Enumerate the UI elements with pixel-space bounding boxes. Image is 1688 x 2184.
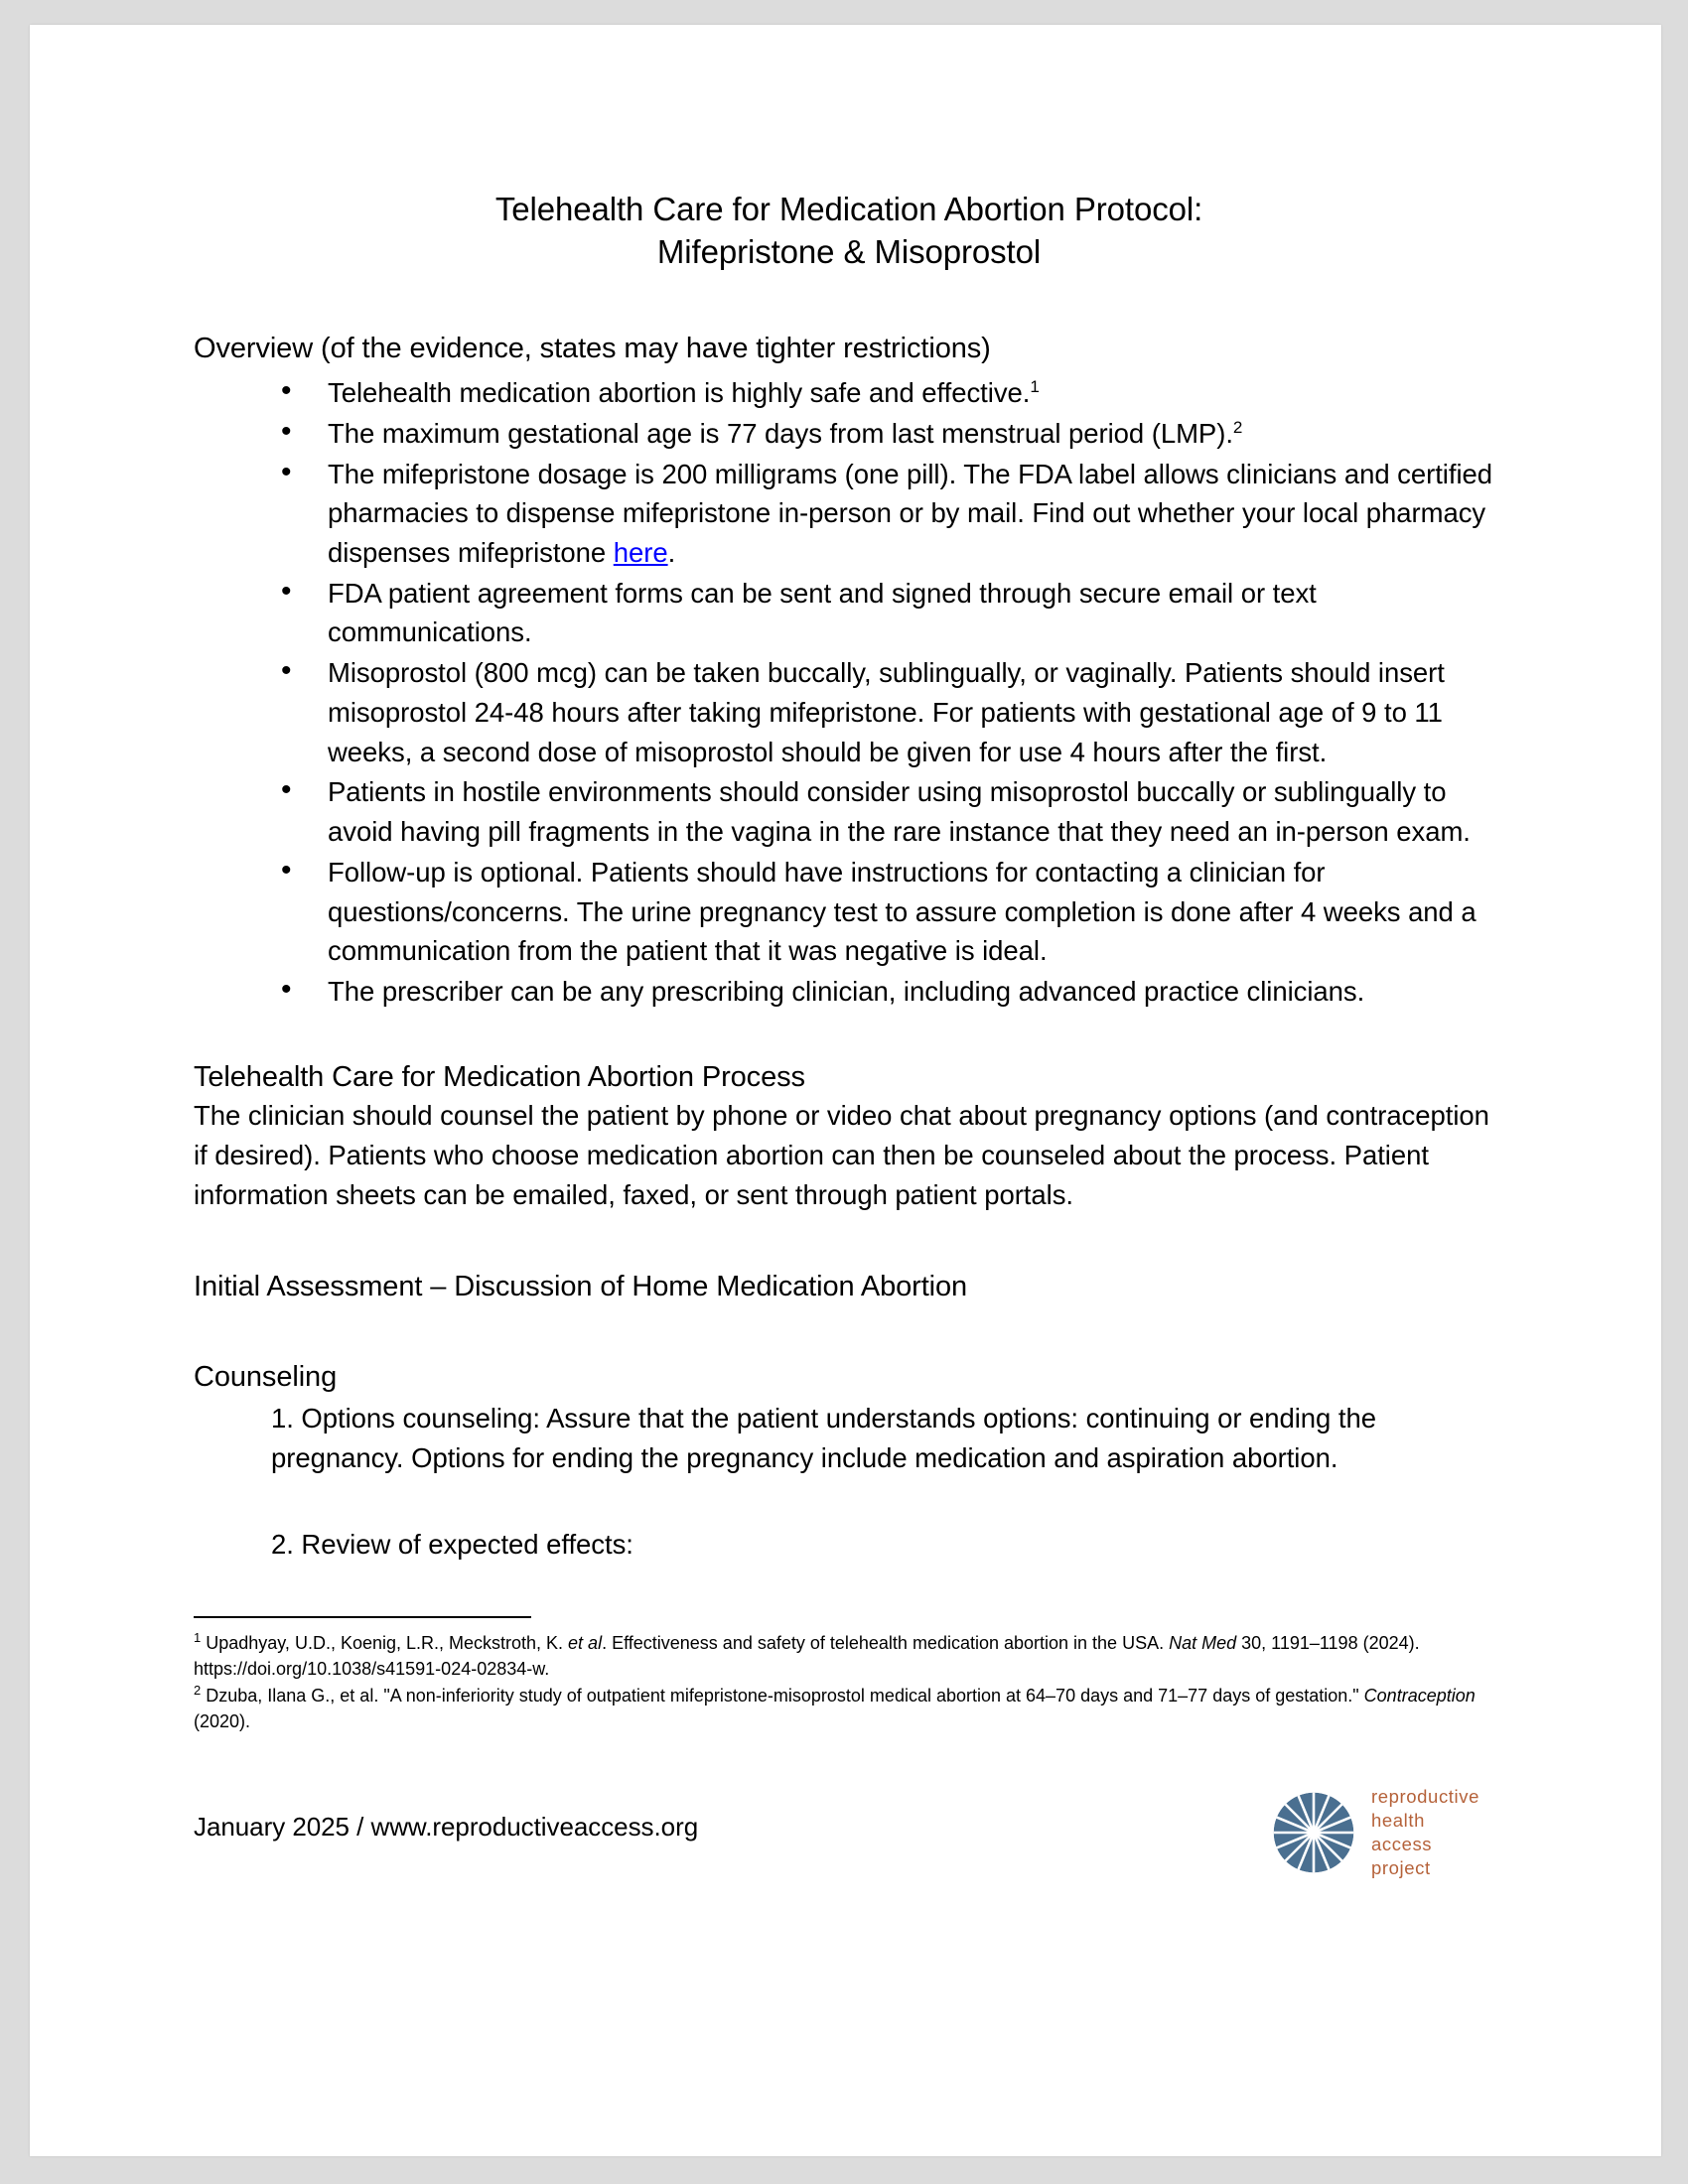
bullet-text: Patients in hostile environments should consider using misoprostol buccally or sublingually to avoid having pill fragments in the vagina in the rare instance that they need an in-person exam. xyxy=(328,776,1471,848)
bullet-text: The maximum gestational age is 77 days from last menstrual period (LMP). xyxy=(328,417,1233,449)
footnote-2 xyxy=(194,1683,1504,1735)
footnote-2-italic1: Contraception xyxy=(1363,1685,1476,1706)
list-item xyxy=(194,653,1504,771)
counseling-item-1-text: Assure that the patient understands options: continuing or ending the pregnancy. Options for ending the pregnancy include medication and aspiration abortion. xyxy=(271,1402,1376,1473)
footnote-reference-2[interactable]: 2 xyxy=(1232,417,1243,437)
bullet-text-tail: . xyxy=(667,536,676,568)
title-line-2: Mifepristone & Misoprostol xyxy=(656,232,1042,270)
document-page xyxy=(30,25,1661,2156)
footnote-reference-1[interactable]: 1 xyxy=(1030,376,1040,396)
bullet-text: Misoprostol (800 mcg) can be taken buccally, sublingually, or vaginally. Patients should insert misoprostol 24-48 hours after taking mifepristone. For patients with gestational age of 9 to 11 weeks, a second dose of misoprostol should be given for use 4 hours after the first. xyxy=(328,657,1445,767)
footnotes-section xyxy=(194,1616,1504,1735)
footnote-2-part2: (2020). xyxy=(194,1711,251,1732)
logo-line-2: health xyxy=(1370,1809,1425,1831)
list-item xyxy=(194,455,1504,573)
footnote-1 xyxy=(194,1630,1504,1683)
overview-bullet-list xyxy=(194,373,1504,1012)
footer-date-url: January 2025 / www.reproductiveaccess.org xyxy=(194,1811,699,1842)
page-title xyxy=(194,25,1504,274)
footnote-2-part1: Dzuba, Ilana G., et al. "A non-inferiority study of outpatient mifepristone-misoprostol medical abortion at 64–70 days and 71–77 days of gestation." xyxy=(201,1685,1364,1706)
logo-line-4: project xyxy=(1370,1856,1431,1878)
counseling-item-1 xyxy=(194,1399,1504,1477)
process-paragraph: The clinician should counsel the patient by phone or video chat about pregnancy options (and contraception if desired). Patients who choose medication abortion can then be counseled about the process. Patient information sheets can be emailed, faxed, or sent through patient portals. xyxy=(194,1100,1489,1210)
footnote-2-marker: 2 xyxy=(194,1682,202,1698)
footnote-1-part2: . Effectiveness and safety of telehealth medication abortion in the USA. xyxy=(602,1633,1170,1653)
bullet-text: Telehealth medication abortion is highly safe and effective. xyxy=(328,377,1031,409)
section-heading-initial-assessment: Initial Assessment – Discussion of Home Medication Abortion xyxy=(194,1271,968,1303)
list-item xyxy=(194,772,1504,851)
section-heading-counseling: Counseling xyxy=(194,1360,338,1393)
footnote-1-italic2: Nat Med xyxy=(1169,1633,1237,1653)
counseling-item-1-lead: 1. Options counseling: xyxy=(271,1402,541,1433)
footnote-1-part3: 30, 1191–1198 (2024). https://doi.org/10.1038/s41591-024-02834-w. xyxy=(194,1633,1420,1680)
section-heading-process: Telehealth Care for Medication Abortion Process xyxy=(194,1060,805,1093)
bullet-text: Follow-up is optional. Patients should have instructions for contacting a clinician for questions/concerns. The urine pregnancy test to assure completion is done after 4 weeks and a communication from the patient that it was negative is ideal. xyxy=(328,856,1477,967)
list-item xyxy=(194,972,1504,1012)
footnote-1-part1: Upadhyay, U.D., Koenig, L.R., Meckstroth, K. xyxy=(201,1633,569,1653)
here-link[interactable]: here xyxy=(613,536,668,568)
page-footer xyxy=(194,1785,1504,1914)
document-content xyxy=(194,25,1504,1914)
footnote-separator-rule xyxy=(194,1616,531,1618)
title-line-1: Telehealth Care for Medication Abortion Protocol: xyxy=(494,191,1203,227)
footnote-1-marker: 1 xyxy=(194,1630,202,1645)
section-heading-overview: Overview (of the evidence, states may have tighter restrictions) xyxy=(194,332,991,364)
logo-wordmark xyxy=(1371,1785,1479,1880)
logo-line-3: access xyxy=(1370,1833,1433,1854)
bullet-text: The prescriber can be any prescribing clinician, including advanced practice clinicians. xyxy=(328,976,1365,1008)
logo-line-1: reproductive xyxy=(1370,1785,1479,1807)
counseling-item-2 xyxy=(194,1525,1504,1565)
bullet-text: FDA patient agreement forms can be sent and signed through secure email or text communications. xyxy=(328,577,1317,648)
list-item xyxy=(194,574,1504,652)
list-item xyxy=(194,373,1504,413)
footnote-1-italic1: et al xyxy=(568,1633,603,1653)
organization-logo xyxy=(1272,1785,1479,1880)
list-item xyxy=(194,414,1504,454)
sunburst-circle-icon xyxy=(1272,1791,1355,1874)
counseling-item-2-lead: 2. Review of expected effects: xyxy=(271,1529,633,1561)
bullet-text: The mifepristone dosage is 200 milligrams (one pill). The FDA label allows clinicians and certified pharmacies to dispense mifepristone in-person or by mail. Find out whether your local pharmacy dispenses mifepristone xyxy=(328,458,1492,568)
list-item xyxy=(194,853,1504,971)
